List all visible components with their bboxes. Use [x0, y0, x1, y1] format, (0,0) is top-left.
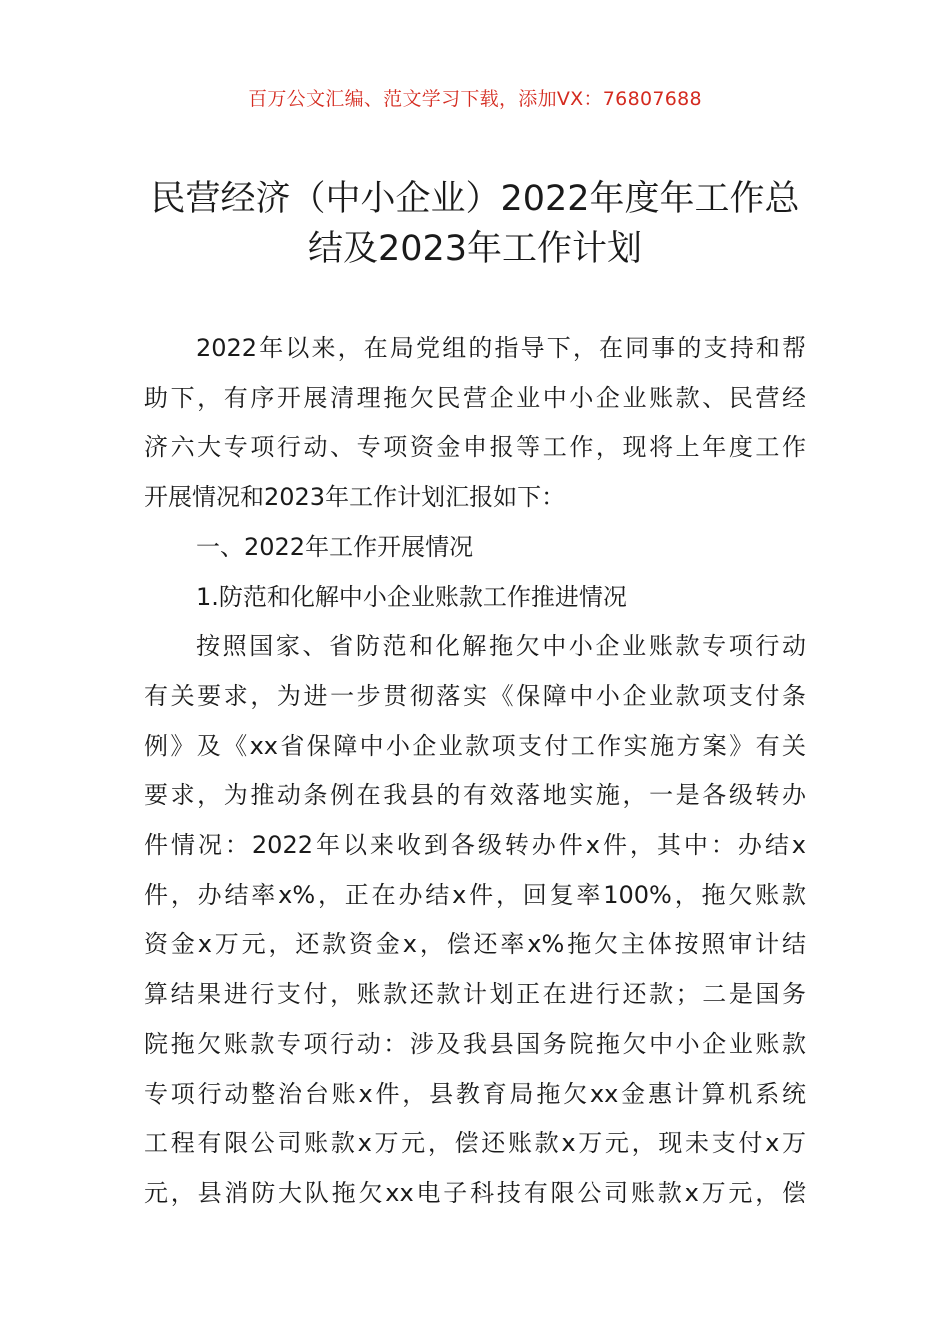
body-line: 有关要求，为进一步贯彻落实《保障中小企业款项支付条: [144, 681, 806, 710]
body-line: 助下，有序开展清理拖欠民营企业中小企业账款、民营经: [144, 383, 806, 412]
body-line: 资金x万元，还款资金x，偿还率x%拖欠主体按照审计结: [144, 930, 806, 959]
body-line: 元，县消防大队拖欠xx电子科技有限公司账款x万元，偿: [144, 1178, 806, 1207]
body-line: 件，办结率x%，正在办结x件，回复率100%，拖欠账款: [144, 880, 806, 909]
body-line: 件情况：2022年以来收到各级转办件x件，其中：办结x: [144, 831, 806, 860]
document-title: [120, 174, 830, 274]
body-line: 院拖欠账款专项行动：涉及我县国务院拖欠中小企业账款: [144, 1029, 806, 1058]
body-line: 算结果进行支付，账款还款计划正在进行还款；二是国务: [144, 980, 806, 1009]
subsection-heading: 1.防范和化解中小企业账款工作推进情况: [196, 582, 627, 611]
body-line: 例》及《xx省保障中小企业款项支付工作实施方案》有关: [144, 731, 806, 760]
body-line: 工程有限公司账款x万元，偿还账款x万元，现未支付x万: [144, 1129, 806, 1158]
section-heading: 一、2022年工作开展情况: [196, 532, 474, 561]
header-watermark-note: 百万公文汇编、范文学习下载，添加VX：76807688: [248, 88, 702, 110]
title-line: 结及2023年工作计划: [307, 229, 643, 269]
body-line: 2022年以来，在局党组的指导下，在同事的支持和帮: [196, 334, 806, 362]
title-line: 民营经济（中小企业）2022年度年工作总: [150, 179, 800, 219]
document-body: [144, 324, 806, 1219]
body-line: 济六大专项行动、专项资金申报等工作，现将上年度工作: [144, 433, 806, 462]
body-line: 开展情况和2023年工作计划汇报如下：: [144, 483, 566, 512]
body-line: 按照国家、省防范和化解拖欠中小企业账款专项行动: [196, 632, 806, 661]
body-line: 要求，为推动条例在我县的有效落地实施，一是各级转办: [144, 781, 806, 810]
body-line: 专项行动整治台账x件，县教育局拖欠xx金惠计算机系统: [144, 1079, 806, 1108]
